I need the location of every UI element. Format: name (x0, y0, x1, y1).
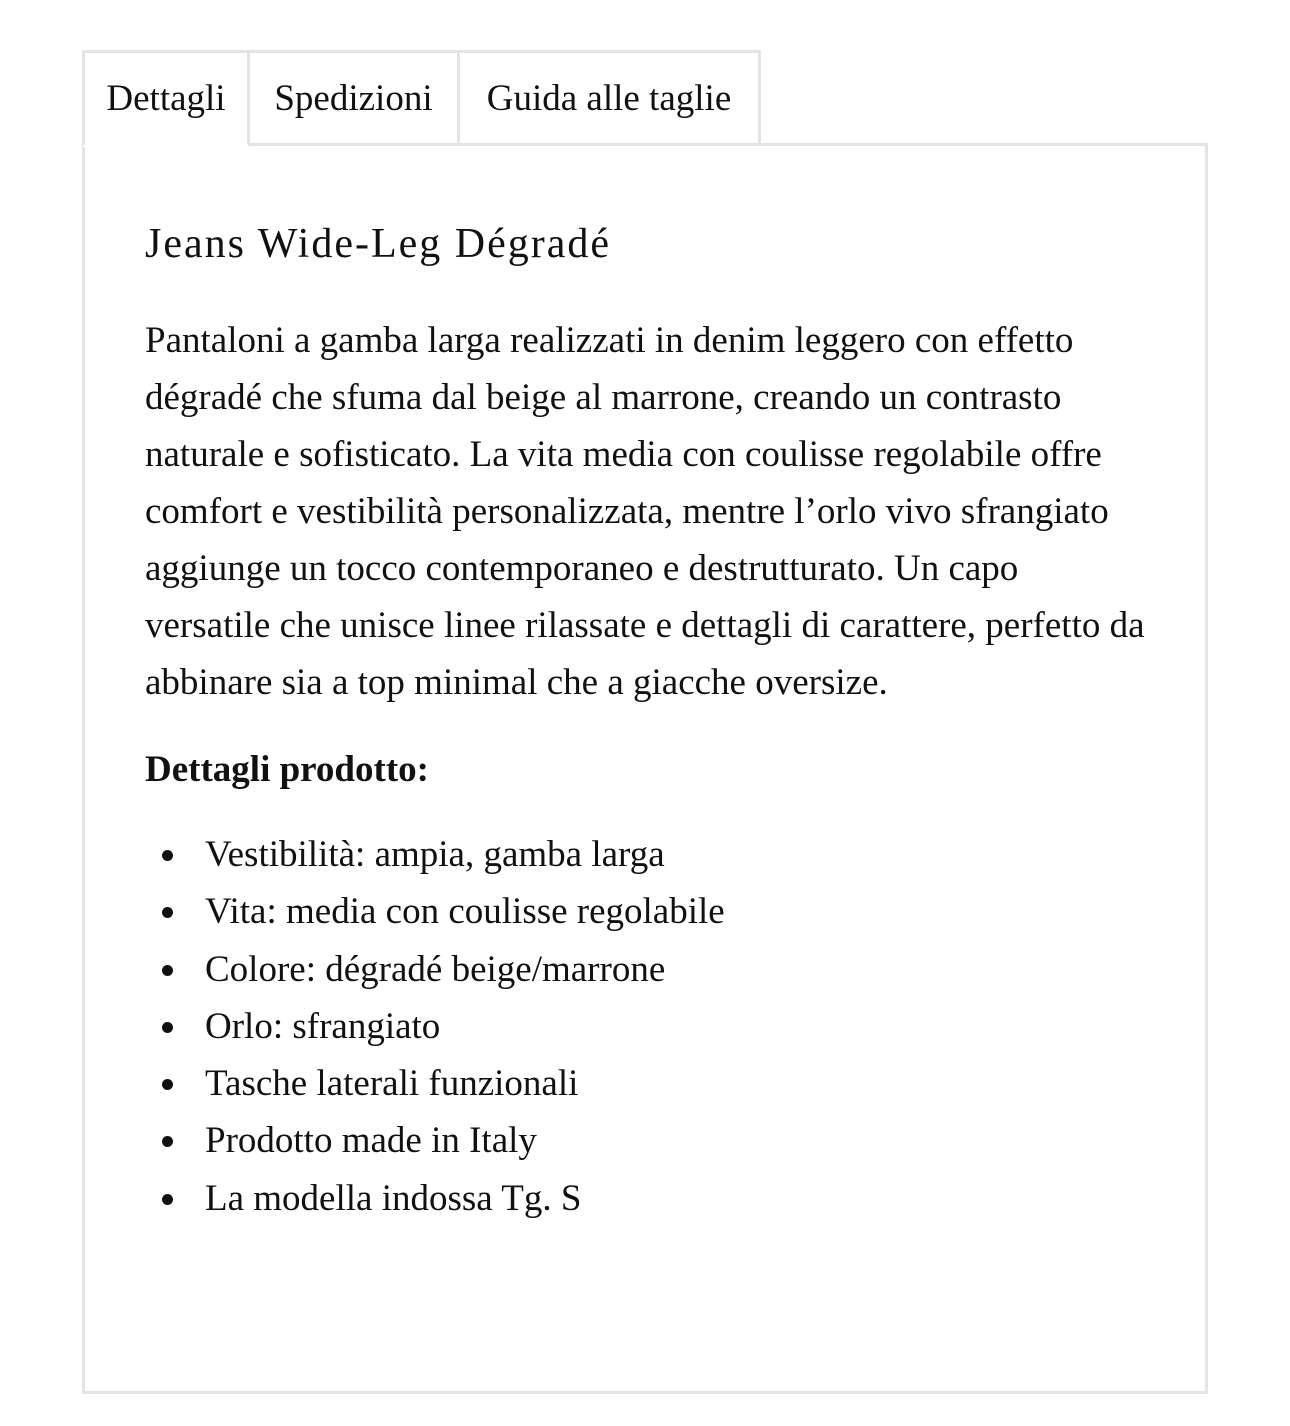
tab-guida-alle-taglie[interactable] (460, 50, 761, 146)
tab-bar (82, 50, 761, 146)
product-title: Jeans Wide-Leg Dégradé (145, 221, 612, 267)
bullet-icon (162, 907, 173, 918)
panel-content (145, 216, 1145, 1227)
tab-panel-dettagli (82, 143, 1208, 1394)
bullet-icon (162, 1022, 173, 1033)
bullet-icon (162, 1136, 173, 1147)
bullet-icon (162, 965, 173, 976)
list-item-text: Prodotto made in Italy (205, 1120, 537, 1162)
list-item (145, 826, 1145, 883)
bullet-icon (162, 1079, 173, 1090)
list-item-text: La modella indossa Tg. S (205, 1177, 582, 1219)
product-description: Pantaloni a gamba larga realizzati in denim leggero con effetto dégradé che sfuma dal beige al marrone, creando un contrasto naturale e sofisticato. La vita media con coulisse regolabile offre comfort e vestibilità personalizzata, mentre l’orlo vivo sfrangiato aggiunge un tocco contemporaneo e destrutturato. Un capo versatile che unisce linee rilassate e dettagli di carattere, perfetto da abbinare sia a top minimal che a giacche oversize. (145, 320, 1145, 703)
details-list (145, 826, 1145, 1227)
list-item-text: Colore: dégradé beige/marrone (205, 948, 666, 990)
list-item-text: Tasche laterali funzionali (205, 1063, 579, 1105)
product-tabs (82, 50, 1208, 1394)
bullet-icon (162, 850, 173, 861)
details-heading: Dettagli prodotto: (145, 749, 429, 790)
list-item (145, 998, 1145, 1055)
list-item-text: Vestibilità: ampia, gamba larga (205, 834, 665, 875)
tab-spedizioni-label: Spedizioni (274, 77, 433, 119)
list-item (145, 1170, 1145, 1227)
list-item-text: Orlo: sfrangiato (205, 1005, 441, 1047)
list-item-text: Vita: media con coulisse regolabile (205, 891, 725, 933)
tab-guida-alle-taglie-label: Guida alle taglie (486, 77, 732, 119)
list-item (145, 1112, 1145, 1169)
list-item (145, 941, 1145, 998)
tab-dettagli-label: Dettagli (106, 78, 226, 119)
list-item (145, 1055, 1145, 1112)
tab-spedizioni[interactable] (250, 50, 460, 146)
bullet-icon (162, 1194, 173, 1205)
tab-dettagli[interactable] (82, 50, 250, 147)
list-item (145, 883, 1145, 940)
